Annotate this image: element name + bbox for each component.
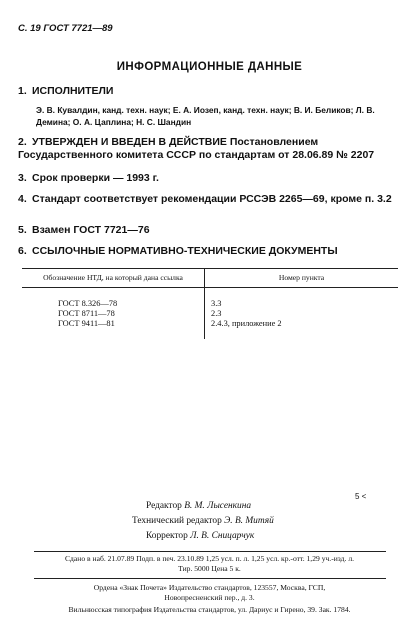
page-header: С. 19 ГОСТ 7721—89 [18, 23, 113, 34]
section-number: 5. [18, 224, 27, 236]
section-2-heading [18, 136, 404, 162]
authors-paragraph: Э. В. Кувалдин, канд. техн. наук; Е. А. Иозеп, канд. техн. наук; В. И. Беликов; Л. В. Демина; О. А. Цаплина; Н. С. Шандин [36, 105, 375, 127]
table-cell-clause: 2.3 [211, 309, 222, 318]
tech-editor-name: Э. В. Митяй [224, 516, 274, 526]
table-cell-designation: ГОСТ 8711—78 [22, 309, 205, 319]
section-2-text: Постановлением Государственного комитета СССР по стандартам от 28.06.89 № 2207 [18, 136, 375, 161]
editor-name: В. М. Лысенкина [184, 501, 252, 511]
section-1-title: ИСПОЛНИТЕЛИ [32, 85, 114, 97]
table-row [22, 288, 398, 310]
table-cell-clause: 2.4.3, приложение 2 [211, 319, 282, 328]
section-4-text: Стандарт соответствует рекомендации РССЭВ 2265—69, кроме п. 3.2 [32, 193, 392, 205]
references-table [22, 268, 398, 339]
tech-editor-role: Технический редактор [132, 516, 222, 526]
section-number: 1. [18, 85, 27, 97]
imprint-line-4: Новопресненский пер., д. 3. [164, 593, 255, 602]
tech-editor-line [132, 515, 274, 528]
section-6-text: ССЫЛОЧНЫЕ НОРМАТИВНО-ТЕХНИЧЕСКИЕ ДОКУМЕНТЫ [32, 245, 338, 257]
table-row [22, 309, 398, 319]
table-cell-clause: 3.3 [211, 299, 222, 308]
section-6-heading [18, 245, 338, 257]
margin-mark: 5 < [355, 492, 367, 501]
column-header-designation: Обозначение НТД, на который дана ссылка [22, 269, 205, 288]
page-title: ИНФОРМАЦИОННЫЕ ДАННЫЕ [116, 61, 303, 73]
imprint-line-2: Тир. 5000 Цена 5 к. [178, 564, 241, 573]
table-row [22, 319, 398, 339]
imprint-divider-bottom [34, 578, 386, 579]
imprint-line-5: Вильнюсская типография Издательства стандартов, ул. Дариус и Гирено, 39. Зак. 1784. [68, 605, 351, 614]
section-4-heading [18, 193, 404, 206]
imprint-line-3: Ордена «Знак Почета» Издательство стандартов, 123557, Москва, ГСП, [93, 583, 326, 592]
section-number: 6. [18, 245, 27, 257]
section-3-heading [18, 172, 159, 184]
section-number: 4. [18, 193, 27, 205]
section-3-text: Срок проверки — 1993 г. [32, 172, 159, 184]
section-5-heading [18, 224, 150, 236]
section-5-text: Взамен ГОСТ 7721—76 [32, 224, 150, 236]
proofreader-role: Корректор [146, 531, 188, 541]
table-cell-designation: ГОСТ 8.326—78 [22, 288, 205, 310]
imprint-divider-top [34, 551, 386, 552]
section-number: 3. [18, 172, 27, 184]
proofreader-line [146, 530, 254, 543]
section-number: 2. [18, 136, 27, 148]
section-1-heading [18, 85, 113, 97]
imprint-line-1: Сдано в наб. 21.07.89 Подп. в печ. 23.10.89 1,25 усл. п. л. 1,25 усл. кр.-отт. 1,29 уч.-изд. л. [64, 554, 355, 563]
editor-role: Редактор [146, 501, 182, 511]
column-header-clause: Номер пункта [205, 269, 399, 288]
editor-line [146, 500, 251, 513]
section-2-title-bold: УТВЕРЖДЕН И ВВЕДЕН В ДЕЙСТВИЕ [32, 136, 227, 148]
table-header-row [22, 269, 398, 288]
proofreader-name: Л. В. Сницарчук [190, 531, 255, 541]
table-cell-designation: ГОСТ 9411—81 [22, 319, 205, 339]
